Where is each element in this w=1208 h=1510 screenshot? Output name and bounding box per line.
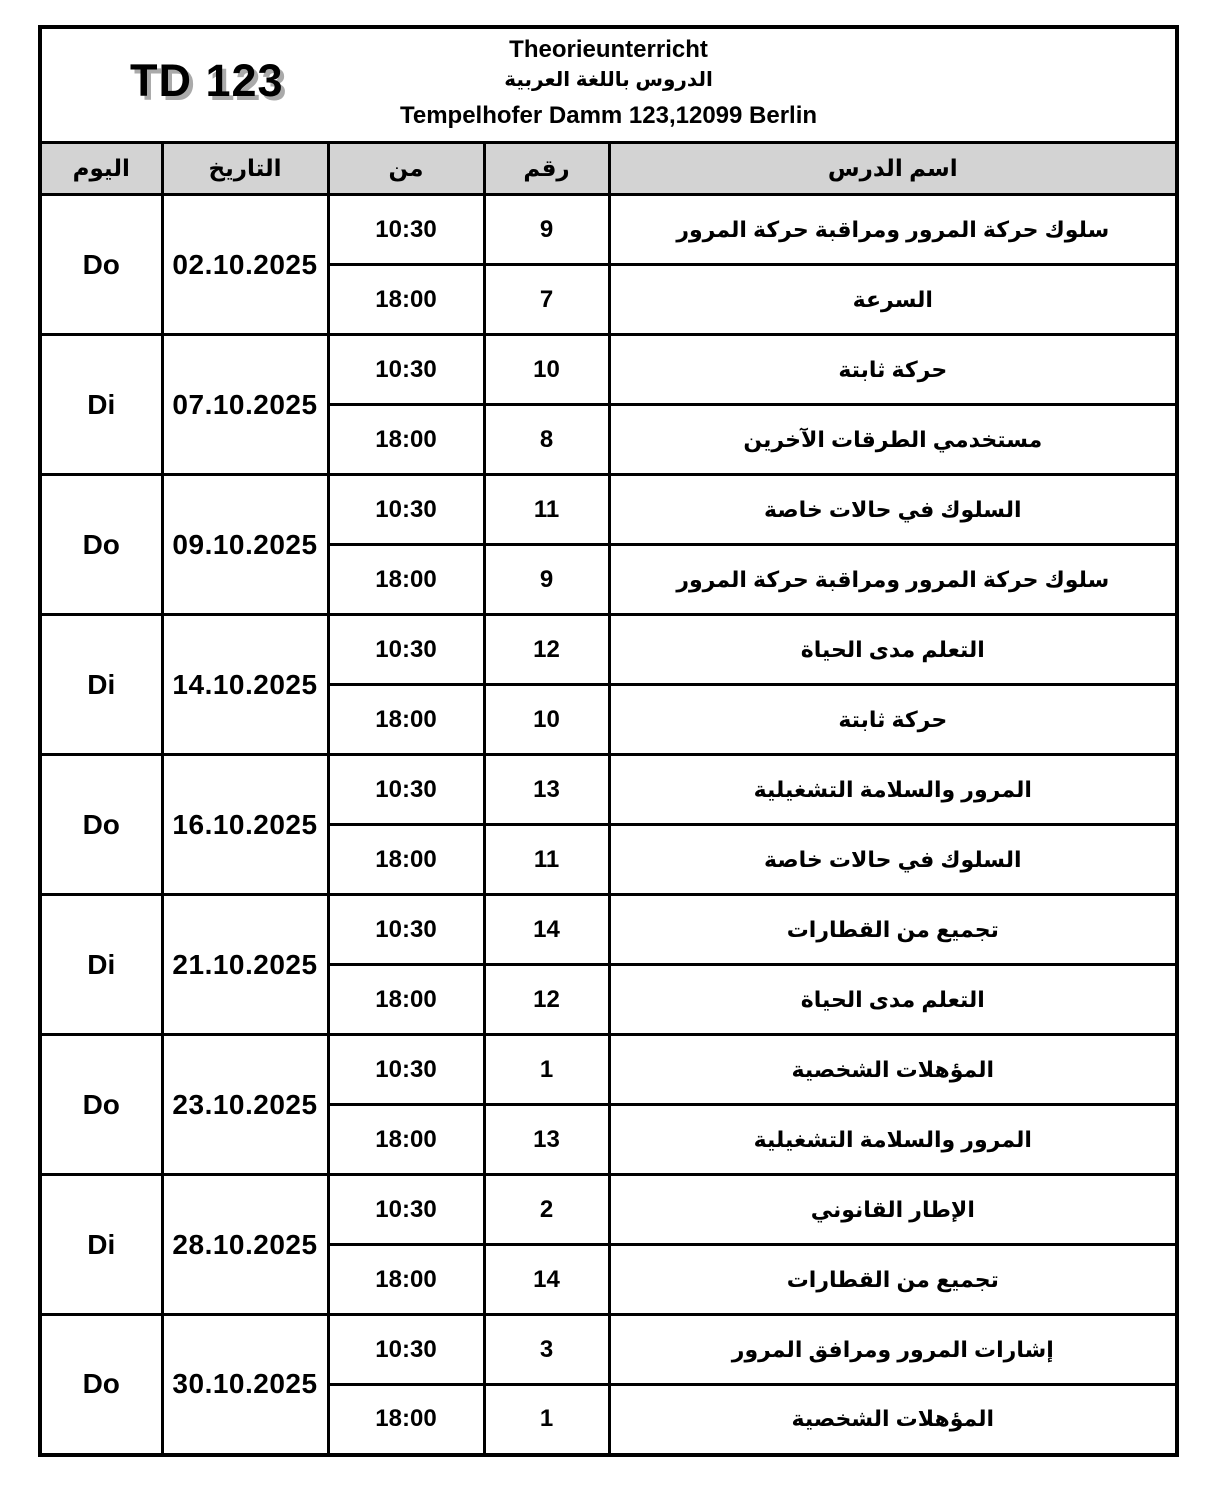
lesson-number-cell: 9 — [484, 545, 609, 615]
day-cell: Di — [40, 335, 162, 475]
lesson-name-cell: السلوك في حالات خاصة — [609, 825, 1177, 895]
schedule-row — [40, 195, 1177, 265]
lesson-number-cell: 8 — [484, 405, 609, 475]
lesson-name-cell: تجميع من القطارات — [609, 1245, 1177, 1315]
time-cell: 10:30 — [328, 195, 484, 265]
time-cell: 10:30 — [328, 615, 484, 685]
lesson-name-cell: السرعة — [609, 265, 1177, 335]
lesson-number-cell: 12 — [484, 965, 609, 1035]
day-cell: Di — [40, 1175, 162, 1315]
time-cell: 18:00 — [328, 405, 484, 475]
lesson-name-cell: المؤهلات الشخصية — [609, 1385, 1177, 1455]
lesson-name-cell: المرور والسلامة التشغيلية — [609, 755, 1177, 825]
schedule-row — [40, 475, 1177, 545]
lesson-number-cell: 11 — [484, 475, 609, 545]
schedule-row — [40, 755, 1177, 825]
time-cell: 10:30 — [328, 1035, 484, 1105]
schedule-row — [40, 335, 1177, 405]
date-cell: 02.10.2025 — [162, 195, 328, 335]
date-cell: 23.10.2025 — [162, 1035, 328, 1175]
lesson-number-cell: 10 — [484, 685, 609, 755]
lesson-number-cell: 3 — [484, 1315, 609, 1385]
date-cell: 30.10.2025 — [162, 1315, 328, 1455]
lesson-name-cell: تجميع من القطارات — [609, 895, 1177, 965]
lesson-number-cell: 12 — [484, 615, 609, 685]
schedule-row — [40, 615, 1177, 685]
lesson-number-cell: 1 — [484, 1385, 609, 1455]
column-header-row — [40, 143, 1177, 195]
lesson-name-cell: سلوك حركة المرور ومراقبة حركة المرور — [609, 545, 1177, 615]
time-cell: 18:00 — [328, 545, 484, 615]
time-cell: 18:00 — [328, 825, 484, 895]
lesson-number-cell: 13 — [484, 755, 609, 825]
lesson-name-cell: المؤهلات الشخصية — [609, 1035, 1177, 1105]
time-cell: 18:00 — [328, 1105, 484, 1175]
schedule-sheet — [38, 25, 1178, 1457]
lesson-name-cell: حركة ثابتة — [609, 335, 1177, 405]
time-cell: 18:00 — [328, 265, 484, 335]
day-cell: Di — [40, 615, 162, 755]
time-cell: 10:30 — [328, 895, 484, 965]
lesson-name-cell: إشارات المرور ومرافق المرور — [609, 1315, 1177, 1385]
lesson-number-cell: 2 — [484, 1175, 609, 1245]
title-cell — [40, 27, 1177, 143]
title-row — [40, 27, 1177, 143]
lesson-number-cell: 10 — [484, 335, 609, 405]
schedule-row — [40, 1035, 1177, 1105]
lesson-name-cell: سلوك حركة المرور ومراقبة حركة المرور — [609, 195, 1177, 265]
col-header-lesson: اسم الدرس — [609, 143, 1177, 195]
schedule-row — [40, 1175, 1177, 1245]
date-cell: 14.10.2025 — [162, 615, 328, 755]
day-cell: Do — [40, 475, 162, 615]
lesson-number-cell: 7 — [484, 265, 609, 335]
lesson-name-cell: الإطار القانوني — [609, 1175, 1177, 1245]
lesson-number-cell: 1 — [484, 1035, 609, 1105]
day-cell: Do — [40, 755, 162, 895]
col-header-date: التاريخ — [162, 143, 328, 195]
subtitle-arabic: الدروس باللغة العربية — [504, 69, 713, 91]
address-line: Tempelhofer Damm 123,12099 Berlin — [399, 102, 818, 129]
date-cell: 28.10.2025 — [162, 1175, 328, 1315]
time-cell: 10:30 — [328, 755, 484, 825]
time-cell: 18:00 — [328, 1245, 484, 1315]
day-cell: Do — [40, 195, 162, 335]
lesson-number-cell: 9 — [484, 195, 609, 265]
col-header-number: رقم — [484, 143, 609, 195]
lesson-number-cell: 11 — [484, 825, 609, 895]
col-header-from: من — [328, 143, 484, 195]
lesson-name-cell: التعلم مدى الحياة — [609, 965, 1177, 1035]
lesson-name-cell: حركة ثابتة — [609, 685, 1177, 755]
schedule-table — [38, 25, 1179, 1457]
day-cell: Do — [40, 1315, 162, 1455]
day-cell: Do — [40, 1035, 162, 1175]
page-title: Theorieunterricht — [509, 36, 708, 63]
lesson-number-cell: 14 — [484, 1245, 609, 1315]
logo-td123: TD 123 — [130, 55, 284, 106]
schedule-row — [40, 1315, 1177, 1385]
time-cell: 10:30 — [328, 475, 484, 545]
day-cell: Di — [40, 895, 162, 1035]
time-cell: 18:00 — [328, 685, 484, 755]
date-cell: 21.10.2025 — [162, 895, 328, 1035]
time-cell: 10:30 — [328, 1175, 484, 1245]
lesson-name-cell: التعلم مدى الحياة — [609, 615, 1177, 685]
date-cell: 09.10.2025 — [162, 475, 328, 615]
time-cell: 18:00 — [328, 1385, 484, 1455]
schedule-row — [40, 895, 1177, 965]
lesson-number-cell: 14 — [484, 895, 609, 965]
date-cell: 07.10.2025 — [162, 335, 328, 475]
lesson-name-cell: المرور والسلامة التشغيلية — [609, 1105, 1177, 1175]
time-cell: 18:00 — [328, 965, 484, 1035]
time-cell: 10:30 — [328, 1315, 484, 1385]
col-header-day: اليوم — [40, 143, 162, 195]
date-cell: 16.10.2025 — [162, 755, 328, 895]
lesson-number-cell: 13 — [484, 1105, 609, 1175]
lesson-name-cell: السلوك في حالات خاصة — [609, 475, 1177, 545]
time-cell: 10:30 — [328, 335, 484, 405]
lesson-name-cell: مستخدمي الطرقات الآخرين — [609, 405, 1177, 475]
